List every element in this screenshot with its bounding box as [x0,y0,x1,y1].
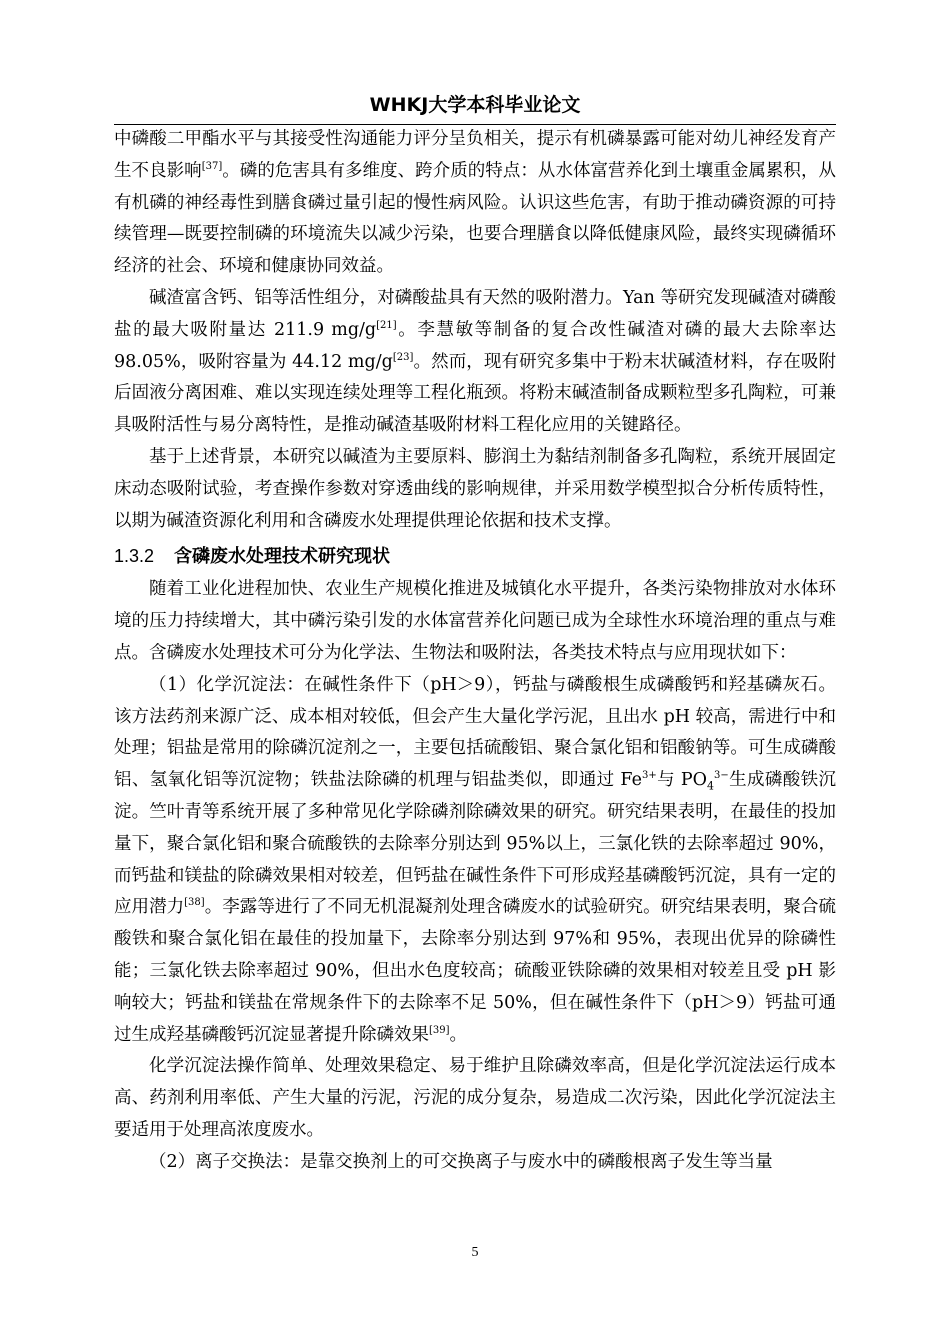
citation: [23] [392,351,414,363]
page-number: 5 [471,1245,479,1260]
paragraph-precipitation-summary: 化学沉淀法操作简单、处理效果稳定、易于维护且除磷效率高，但是化学沉淀法运行成本高、药剂利用率低、产生大量的污泥，污泥的成分复杂，易造成二次污染，因此化学沉淀法主要适用于处理高浓度废水。 [114,1056,836,1140]
citation: [21] [376,319,397,331]
body-text [114,124,836,1179]
paragraph-chemical-precipitation: （1）化学沉淀法：在碱性条件下（pH＞9），钙盐与磷酸根生成磷酸钙和羟基磷灰石。该方法药剂来源广泛、成本相对较低，但会产生大量化学污泥，且出水 pH 较高，需进行中和处理；铝盐是常用的除磷沉淀剂之一，主要包括硫酸铝、聚合氯化铝和铝酸钠等。可生成磷酸铝、氢氧化铝等沉淀物；铁盐法除磷的机理与铝盐类似，即通过 $Fe^{3+}$与 $PO_4^{3-}$生成磷酸铁沉淀。竺叶青等系统开展了多种常见化学除磷剂除磷效果的研究。研究结果表明，在最佳的投加量下，聚合氯化铝和聚合硫酸铁的去除率分别达到 95%以上，三氯化铁的去除率超过 90%，而钙盐和镁盐的除磷效果相对较差，但钙盐在碱性条件下可形成羟基磷酸钙沉淀，具有一定的应用潜力[38]。李露等进行了不同无机混凝剂处理含磷废水的试验研究。研究结果表明，聚合硫酸铁和聚合氯化铝在最佳的投加量下，去除率分别达到 97%和 95%，表现出优异的除磷性能；三氯化铁去除率超过 90%，但出水色度较高；硫酸亚铁除磷的效果相对较差且受 pH 影响较大；钙盐和镁盐在常规条件下的去除率不足 50%，但在碱性条件下（pH＞9）钙盐可通过生成羟基磷酸钙沉淀显著提升除磷效果[39]。 [114,674,837,1045]
paragraph-intro: 随着工业化进程加快、农业生产规模化推进及城镇化水平提升，各类污染物排放对水体环境的压力持续增大，其中磷污染引发的水体富营养化问题已成为全球性水环境治理的重点与难点。含磷废水处理技术可分为化学法、生物法和吸附法，各类技术特点与应用现状如下： [114,579,836,663]
section-title: 含磷废水处理技术研究现状 [174,546,391,568]
citation: [38] [184,897,205,909]
citation: [39] [429,1024,450,1036]
citation: [37] [201,160,223,172]
paragraph-ion-exchange: （2）离子交换法：是靠交换剂上的可交换离子与废水中的磷酸根离子发生等当量 [149,1151,773,1172]
section-number: 1.3.2 [114,546,155,567]
paragraph-alkali-slag: 碱渣富含钙、铝等活性组分，对磷酸盐具有天然的吸附潜力。Yan 等研究发现碱渣对磷酸盐的最大吸附量达 211.9 mg/g[21]。李慧敏等制备的复合改性碱渣对磷的最大去除率达 98.05%，吸附容量为 44.12 mg/g[23]。然而，现有研究多集中于粉末状碱渣材料，存在吸附后固液分离困难、难以实现连续处理等工程化瓶颈。将粉末碱渣制备成颗粒型多孔陶粒，可兼具吸附活性与易分离特性，是推动碱渣基吸附材料工程化应用的关键路径。 [114,287,837,436]
running-header: WHKJ大学本科毕业论文 [369,94,581,116]
paragraph-continuation: 中磷酸二甲酯水平与其接受性沟通能力评分呈负相关，提示有机磷暴露可能对幼儿神经发育产生不良影响[37]。磷的危害具有多维度、跨介质的特点：从水体富营养化到土壤重金属累积，从有机磷的神经毒性到膳食磷过量引起的慢性病风险。认识这些危害，有助于推动磷资源的可持续管理—既要控制磷的环境流失以减少污染，也要合理膳食以降低健康风险，最终实现磷循环经济的社会、环境和健康协同效益。 [114,129,837,277]
section-heading [114,539,836,574]
paragraph-background: 基于上述背景，本研究以碱渣为主要原料、膨润土为黏结剂制备多孔陶粒，系统开展固定床动态吸附试验，考查操作参数对穿透曲线的影响规律，并采用数学模型拟合分析传质特性，以期为碱渣资源化利用和含磷废水处理提供理论依据和技术支撑。 [114,446,836,531]
